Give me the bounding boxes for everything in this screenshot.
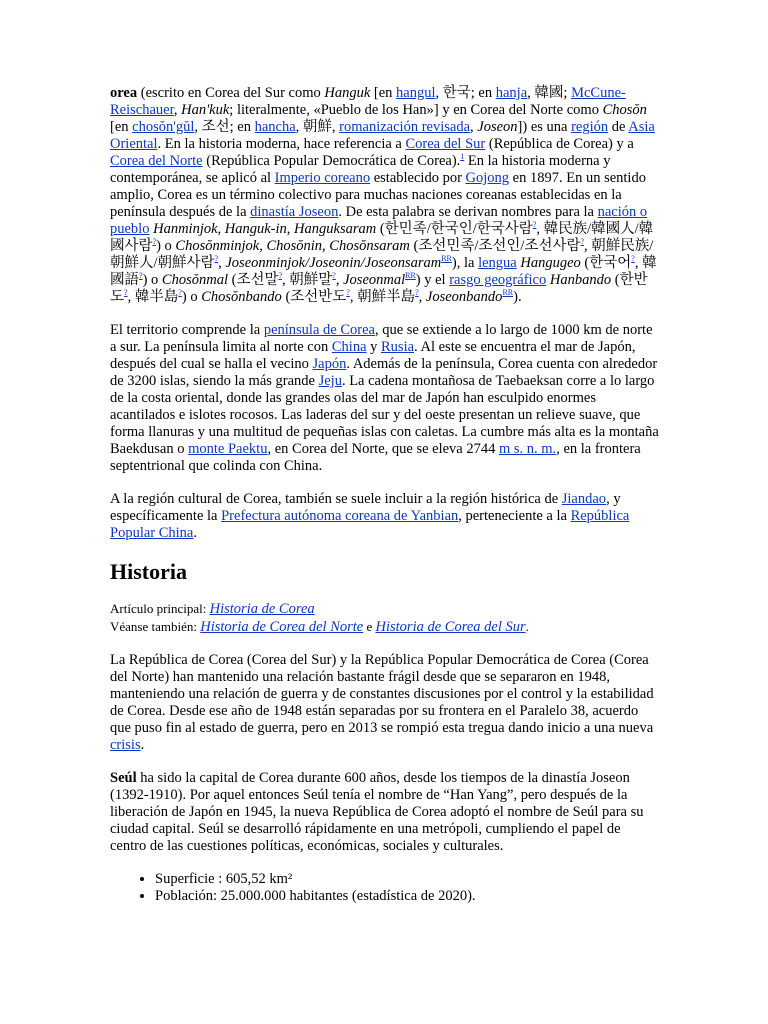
- text: , en la frontera septentrional que colinda con China.: [110, 441, 641, 474]
- text: ) o: [156, 238, 176, 254]
- text: ]) es una: [517, 119, 572, 135]
- text: .: [193, 525, 197, 541]
- footnote-ref[interactable]: 1: [460, 152, 465, 162]
- link-historia-de-corea[interactable]: Historia de Corea: [209, 601, 315, 617]
- text: El territorio comprende la: [110, 322, 264, 338]
- link-jeju[interactable]: Jeju: [318, 373, 342, 389]
- link-msnm[interactable]: m s. n. m.: [498, 441, 557, 457]
- text: ha sido la capital de Corea durante 600 años, desde los tiempos de la dinastía Joseon (1392-1910). Por aquel entonces Seúl tenía el nombre de “Han Yang”, pero después de la liberación de Japón en 1945, la nueva República de Corea adoptó el nombre de Seúl para su ciudad capital. Seúl se desarrolló rápidamente en una metrópoli, cumpliendo el papel de centro de las cuestiones políticas, económicas, sociales y culturales.: [110, 770, 644, 854]
- ref-marker[interactable]: ?: [631, 254, 635, 264]
- text: de: [608, 119, 629, 135]
- see-also-note: [110, 618, 660, 636]
- link-hancha[interactable]: hancha: [254, 119, 296, 135]
- link-chosongul[interactable]: chosŏn'gŭl: [132, 119, 195, 135]
- link-prefectura-yanbian[interactable]: Prefectura autónoma coreana de Yanbian: [221, 508, 459, 524]
- link-monte-paektu[interactable]: monte Paektu: [188, 441, 268, 457]
- text: Chosŏnminjok, Chosŏnin, Chosŏnsaram: [175, 238, 410, 254]
- text: Hanguk: [324, 85, 371, 101]
- link-imperio-coreano[interactable]: Imperio coreano: [274, 170, 371, 186]
- link-republica-popular-china[interactable]: República Popular China: [110, 508, 630, 541]
- list-item: • Superficie : 605,52 km²: [155, 871, 660, 888]
- text: Han'kuk: [181, 102, 230, 118]
- text: ,: [173, 102, 182, 118]
- text: . En la historia moderna, hace referencia a: [157, 136, 406, 152]
- link-gojong[interactable]: Gojong: [465, 170, 510, 186]
- text: , 韓半島: [127, 289, 179, 305]
- text: (República Popular Democrática de Corea).: [202, 153, 461, 169]
- link-corea-del-norte[interactable]: Corea del Norte: [110, 153, 203, 169]
- text: .: [140, 737, 145, 753]
- text: [en: [370, 85, 397, 101]
- link-crisis[interactable]: crisis: [110, 737, 141, 753]
- cultural-region-paragraph: [110, 491, 660, 542]
- text: En la historia moderna y contemporánea, se aplicó al: [110, 153, 611, 186]
- link-region[interactable]: región: [571, 119, 609, 135]
- term-bold: Seúl: [110, 770, 137, 786]
- text: en 1897. En un sentido amplio, Corea es un término colectivo para muchas naciones coreanas establecidas en la península después de la: [110, 170, 646, 220]
- text: (escrito en Corea del Sur como: [137, 85, 325, 101]
- text: , 韓國;: [527, 85, 572, 101]
- link-historia-corea-norte[interactable]: Historia de Corea del Norte: [200, 619, 364, 635]
- ref-marker[interactable]: ?: [124, 288, 128, 298]
- text: (조선민족/조선인/조선사람: [409, 238, 581, 254]
- link-lengua[interactable]: lengua: [478, 255, 517, 271]
- text: ,: [218, 255, 226, 271]
- seoul-paragraph: [110, 770, 660, 855]
- link-corea-del-sur[interactable]: Corea del Sur: [405, 136, 486, 152]
- text: Chosŏnmal: [161, 272, 228, 288]
- text: Chosŏn: [602, 102, 647, 118]
- ref-marker[interactable]: ?: [580, 237, 585, 247]
- text: ), la: [451, 255, 479, 271]
- text: e: [363, 619, 376, 634]
- text: , 韓民族/韓國人/韓國사람: [110, 221, 654, 254]
- link-romanizacion[interactable]: romanización revisada: [339, 119, 471, 135]
- main-article-note: [110, 600, 660, 618]
- link-peninsula-de-corea[interactable]: península de Corea: [263, 322, 375, 338]
- text: Hangugeo: [520, 255, 581, 271]
- text: .: [525, 619, 529, 634]
- text: , que se extiende a lo largo de 1000 km de norte a sur. La península limita al norte con: [110, 322, 653, 355]
- section-heading-historia: Historia: [110, 559, 187, 584]
- text: ).: [513, 289, 522, 305]
- text: . De esta palabra se derivan nombres para la: [338, 204, 598, 220]
- text: A la región cultural de Corea, también se suele incluir a la región histórica de: [110, 491, 562, 507]
- link-mccune[interactable]: McCune-Reischauer: [110, 85, 626, 118]
- text: , en Corea del Norte, que se eleva 2744: [267, 441, 499, 457]
- ref-marker[interactable]: ?: [139, 271, 143, 281]
- term-bold: orea: [110, 85, 138, 101]
- ref-marker-rr[interactable]: RR: [441, 254, 452, 264]
- text: Hanminjok, Hanguk-in, Hanguksaram: [153, 221, 377, 237]
- text: Joseonminjok/Joseonin/Joseonsaram: [225, 255, 442, 271]
- ref-marker[interactable]: ?: [532, 220, 537, 230]
- hatnotes: [110, 600, 660, 636]
- text: y: [366, 339, 382, 355]
- text: Joseon: [477, 119, 518, 135]
- text: (República de Corea) y a: [485, 136, 634, 152]
- text: Hanbando: [549, 272, 612, 288]
- text: Joseonbando: [425, 289, 503, 305]
- text: , 조선; en: [194, 119, 255, 135]
- text: Artículo principal:: [110, 601, 210, 616]
- link-japon[interactable]: Japón: [312, 356, 347, 372]
- ref-marker[interactable]: ?: [152, 237, 157, 247]
- text: Chosŏnbando: [201, 289, 282, 305]
- article-content: [110, 85, 660, 905]
- intro-paragraph: [110, 85, 660, 306]
- text: , 朝鮮半島: [349, 289, 416, 305]
- ref-marker[interactable]: ?: [346, 288, 350, 298]
- link-asia-oriental[interactable]: Asia Oriental: [110, 119, 655, 152]
- text: . Al este se encuentra el mar de Japón, después del cual se halla el vecino: [110, 339, 636, 372]
- text: Joseonmal: [343, 272, 406, 288]
- text: ) y el: [415, 272, 450, 288]
- list-item: • Población: 25.000.000 habitantes (estadística de 2020).: [155, 888, 660, 905]
- text: (한민족/한국인/한국사람: [376, 221, 533, 237]
- text: (한반도: [110, 272, 648, 305]
- ref-marker[interactable]: ?: [178, 288, 182, 298]
- text: . Además de la península, Corea cuenta con alrededor de 3200 islas, siendo la más grande: [110, 356, 658, 389]
- link-dinastia-joseon[interactable]: dinastía Joseon: [250, 204, 339, 220]
- link-rusia[interactable]: Rusia: [381, 339, 415, 355]
- link-rasgo-geografico[interactable]: rasgo geográfico: [449, 272, 547, 288]
- ref-marker[interactable]: ?: [214, 254, 219, 264]
- link-hanja[interactable]: hanja: [495, 85, 528, 101]
- text: , 朝鮮民族/朝鮮人/朝鮮사람: [110, 238, 654, 271]
- history-paragraph: [110, 652, 660, 754]
- text: (한국어: [580, 255, 632, 271]
- text: Véanse también:: [110, 619, 201, 634]
- territory-paragraph: [110, 322, 660, 475]
- text: establecido por: [370, 170, 466, 186]
- text: , 韓國語: [110, 255, 657, 288]
- link-hangul[interactable]: hangul: [396, 85, 436, 101]
- ref-marker-rr[interactable]: RR: [405, 271, 416, 281]
- link-historia-corea-sur[interactable]: Historia de Corea del Sur: [375, 619, 526, 635]
- text: , perteneciente a la: [458, 508, 571, 524]
- text: ) o: [181, 289, 202, 305]
- ref-marker[interactable]: ?: [278, 271, 283, 281]
- text: . La cadena montañosa de Taebaeksan corre a lo largo de la costa oriental, donde las grandes olas del mar de Japón han esculpido enormes acantilados e islotes rocosos. Las laderas del sur y del oeste presentan un relieve suave, que forma llanuras y una multitud de pequeñas islas con caletas. La cumbre más alta es la montaña Baekdusan o: [110, 373, 659, 457]
- text: (조선말: [227, 272, 279, 288]
- ref-marker-rr[interactable]: RR: [502, 288, 514, 298]
- text: ,: [470, 119, 478, 135]
- link-jiandao[interactable]: Jiandao: [561, 491, 607, 507]
- text: (조선반도: [281, 289, 347, 305]
- link-china[interactable]: China: [331, 339, 367, 355]
- text: ; literalmente, «Pueblo de los Han»] y en Corea del Norte como: [229, 102, 603, 118]
- text: ,: [418, 289, 426, 305]
- ref-marker[interactable]: ?: [332, 271, 336, 281]
- text: , 朝鮮,: [295, 119, 340, 135]
- seoul-facts-list: [110, 871, 660, 905]
- text: , 한국; en: [435, 85, 496, 101]
- text: ,: [335, 272, 344, 288]
- text: , 朝鮮말: [282, 272, 333, 288]
- text: [en: [110, 119, 133, 135]
- text: La República de Corea (Corea del Sur) y la República Popular Democrática de Corea (Corea del Norte) han mantenido una relación bastante frágil desde que se separaron en 1948, manteniendo una relación de guerra y de constantes discusiones por el control y la estabilidad de Corea. Desde ese año de 1948 están separadas por su frontera en el Paralelo 38, acuerdo que puso fin al estado de guerra, pero en 2013 se rompió esta tregua dando inicio a una nueva: [110, 652, 654, 736]
- ref-marker[interactable]: ?: [415, 288, 419, 298]
- text: , y específicamente la: [110, 491, 621, 524]
- text: ) o: [142, 272, 162, 288]
- link-nacion-o-pueblo[interactable]: nación o pueblo: [110, 204, 648, 237]
